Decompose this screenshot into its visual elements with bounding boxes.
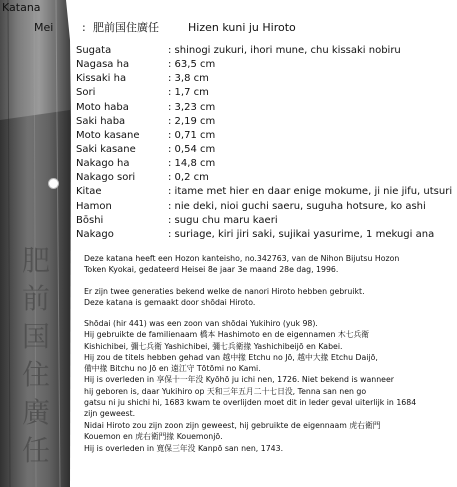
spec-value: : 14,8 cm — [168, 158, 216, 169]
spec-value: : 1,7 cm — [168, 87, 209, 98]
spec-label: Nagasa ha — [76, 59, 130, 70]
spec-label: Moto kasane — [76, 130, 140, 141]
paragraph-line: Hij gebruikte de familienaam 橋本 Hashimoto en de eigennamen 木七兵衛 — [84, 330, 370, 340]
spec-label: Nakago — [76, 229, 114, 240]
paragraph — [84, 318, 416, 420]
mei-kanji: 肥前国住廣任 — [93, 21, 159, 34]
spec-value: : 3,8 cm — [168, 73, 209, 84]
spec-value: : nie deki, nioi guchi saeru, suguha hotsure, ko ashi — [168, 201, 426, 212]
spec-label: Sugata — [76, 45, 112, 56]
paragraph-line: gatsu ni ju shichi hi, 1683 kwam te overlijden moet dit in leder geval uiterlijk in 1684 — [84, 398, 417, 408]
paragraph-line: 備中掾 Bitchu no Jō en 遠江守 Tōtōmi no Kami. — [84, 364, 261, 374]
spec-label: Bōshi — [76, 215, 104, 226]
spec-label: Kitae — [76, 186, 102, 197]
spec-value: : shinogi zukuri, ihori mune, chu kissaki nobiru — [168, 45, 401, 56]
spec-label: Saki haba — [76, 116, 126, 127]
spec-value: : sugu chu maru kaeri — [168, 215, 278, 226]
spec-label: Moto haba — [76, 102, 129, 113]
paragraph-line: hij geboren is, daar Yukihiro op 天和三年五月二十七日没, Tenna san nen go — [84, 386, 367, 396]
paragraph-line: Hij is overleden in 享保十一年没 Kyōhō ju ichi nen, 1726. Niet bekend is wanneer — [84, 375, 394, 385]
spec-label: Saki kasane — [76, 144, 136, 155]
mekugi-ana-hole — [48, 178, 59, 189]
spec-value: : 0,54 cm — [168, 144, 216, 155]
paragraph — [84, 286, 365, 309]
mei-colon: : — [82, 21, 86, 34]
spec-value: : 63,5 cm — [168, 59, 216, 70]
paragraph-line: Hij is overleden in 寛保三年没 Kanpō san nen, 1743. — [84, 443, 284, 453]
paragraph-line: zijn geweest. — [84, 409, 136, 419]
spec-value: : 3,23 cm — [168, 102, 216, 113]
paragraph-line: Token Kyokai, gedateerd Heisei 8e jaar 3e maand 28e dag, 1996. — [84, 265, 339, 275]
spec-label: Nakago sori — [76, 172, 136, 183]
spec-value: : 0,71 cm — [168, 130, 216, 141]
blade-inscription: 肥 前 国 住 廣 任 — [21, 244, 50, 467]
spec-label: Kissaki ha — [76, 73, 127, 84]
paragraph-line: Er zijn twee generaties bekend welke de nanori Hiroto hebben gebruikt. — [84, 287, 365, 296]
paragraph-line: Nidai Hiroto zou zijn zoon zijn geweest, hij gebruikte de eigennaam 虎右衛門 — [84, 421, 381, 430]
spec-value: : suriage, kiri jiri saki, sujikai yasurime, 1 mekugi ana — [168, 229, 435, 240]
paragraph-line: Shōdai (hir 441) was een zoon van shōdai Yukihiro (yuk 98). — [84, 319, 318, 328]
paragraph-line: Kouemon en 虎右衛門掾 Kouemonjō. — [84, 432, 223, 442]
spec-label: Hamon — [76, 201, 112, 212]
spec-value: : itame met hier en daar enige mokume, ji nie jifu, utsuri — [168, 186, 453, 197]
paragraph-line: Deze katana heeft een Hozon kanteisho, no.342763, van de Nihon Bijutsu Hozon — [84, 254, 400, 263]
paragraph-line: Kishichibei, 彌七兵衛 Yashichibei, 彌七兵衛掾 Yashichibeijō en Kabei. — [84, 341, 343, 351]
paragraph-line: Deze katana is gemaakt door shōdai Hiroto. — [84, 298, 256, 308]
paragraph-line: Hij zou de titels hebben gehad van 越中掾 Etchu no Jō, 越中大掾 Etchu Daijō, — [84, 352, 378, 362]
paragraph — [84, 253, 399, 276]
spec-value: : 0,2 cm — [168, 172, 209, 183]
spec-label: Sori — [76, 87, 96, 98]
spec-value: : 2,19 cm — [168, 116, 216, 127]
mei-romaji: Hizen kuni ju Hiroto — [188, 21, 296, 34]
object-type-label: Katana — [2, 1, 41, 14]
mei-label: Mei — [34, 21, 54, 34]
paragraph — [84, 420, 381, 454]
spec-label: Nakago ha — [76, 158, 130, 169]
